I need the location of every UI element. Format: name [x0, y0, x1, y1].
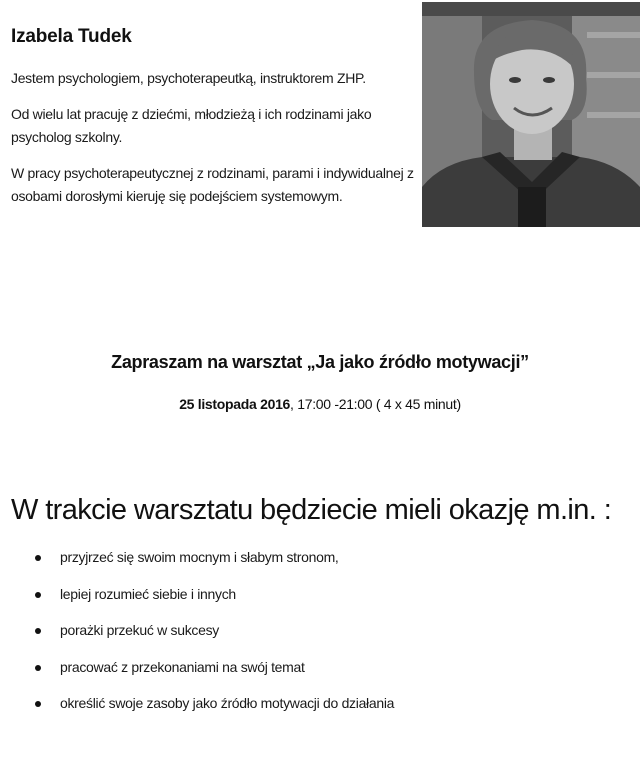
- workshop-invitation-title: Zapraszam na warsztat „Ja jako źródło motywacji”: [111, 352, 529, 372]
- bullet-icon: [35, 665, 41, 671]
- bullet-icon: [35, 628, 41, 634]
- list-item-text: lepiej rozumieć siebie i innych: [60, 585, 236, 602]
- workshop-section-heading: W trakcie warsztatu będziecie mieli okazję m.in. :: [11, 494, 612, 526]
- bio-paragraph: W pracy psychoterapeutycznej z rodzinami, parami i indywidualnej z osobami dorosłymi kieruję się podejściem systemowym.: [11, 165, 414, 204]
- list-item-text: pracować z przekonaniami na swój temat: [60, 658, 305, 675]
- author-name: Izabela Tudek: [11, 26, 132, 47]
- list-item-text: przyjrzeć się swoim mocnym i słabym stronom,: [60, 549, 339, 565]
- bio-paragraph: Od wielu lat pracuję z dziećmi, młodzieżą i ich rodzinami jako psycholog szkolny.: [11, 106, 372, 145]
- list-item-text: porażki przekuć w sukcesy: [60, 622, 220, 638]
- workshop-date: 25 listopada 2016: [179, 396, 291, 412]
- bio-paragraph: Jestem psychologiem, psychoterapeutką, instruktorem ZHP.: [11, 70, 366, 86]
- bullet-icon: [35, 701, 41, 707]
- author-portrait-photo: [422, 2, 640, 227]
- bullet-icon: [35, 592, 41, 598]
- bullet-icon: [35, 555, 41, 561]
- list-item-text: określić swoje zasoby jako źródło motywacji do działania: [60, 695, 395, 711]
- workshop-time-details: , 17:00 -21:00 ( 4 x 45 minut): [290, 396, 461, 412]
- workshop-date-line: [0, 396, 640, 412]
